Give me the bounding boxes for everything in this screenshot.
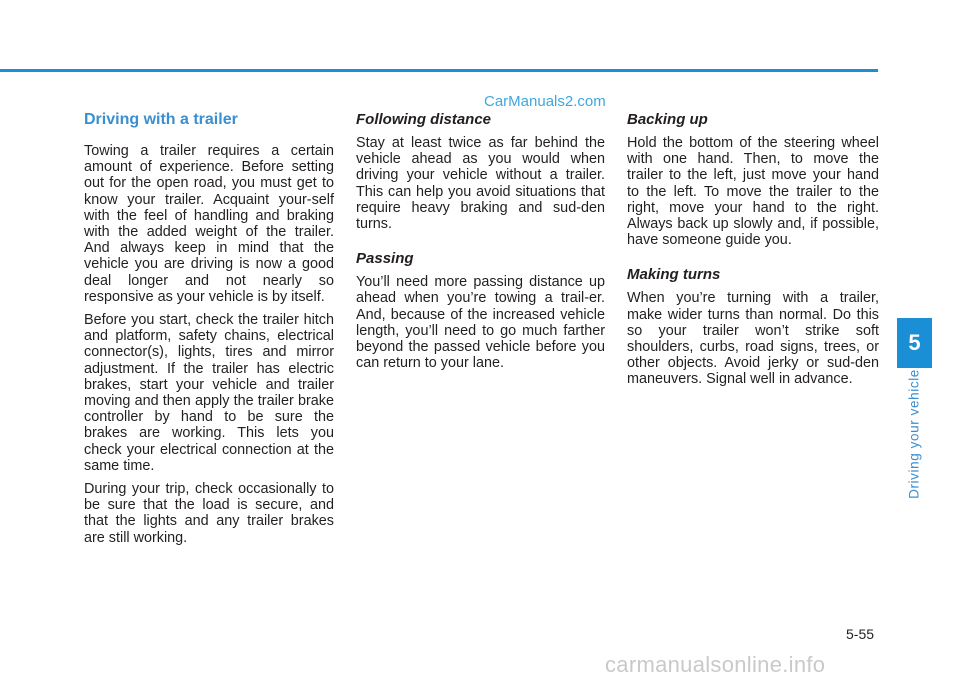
column-left xyxy=(84,110,334,553)
column-middle xyxy=(356,110,605,378)
header-rule xyxy=(0,69,878,72)
paragraph-passing: You’ll need more passing distance up ahead when you’re towing a trail-er. And, because of the increased vehicle length, you’ll need to go much farther beyond the passed vehicle before you can return to your lane. xyxy=(356,274,605,372)
watermark-carmanualsonline[interactable]: carmanualsonline.info xyxy=(605,652,826,677)
chapter-number-tab: 5 xyxy=(897,318,932,368)
watermark-carmanuals2[interactable]: CarManuals2.com xyxy=(484,93,606,110)
paragraph-following-distance: Stay at least twice as far behind the vehicle ahead as you would when driving your vehicle without a trailer. This can help you avoid situations that require heavy braking and sud-den turns. xyxy=(356,135,605,233)
section-title-driving-with-trailer: Driving with a trailer xyxy=(84,111,238,128)
paragraph-backing-up: Hold the bottom of the steering wheel with one hand. Then, to move the trailer to the left, just move your hand to the left. To move the trailer to the right, move your hand to the right. Always back up slowly and, if possible, have someone guide you. xyxy=(627,135,879,249)
paragraph-during-trip: During your trip, check occasionally to be sure that the load is secure, and that the lights and any trailer brakes are still working. xyxy=(84,481,334,546)
column-right xyxy=(627,110,879,395)
paragraph-towing-experience: Towing a trailer requires a certain amount of experience. Before setting out for the open road, you must get to know your trailer. Acquaint your-self with the feel of handling and braking with the added weight of the trailer. And always keep in mind that the vehicle you are driving is now a good deal longer and not nearly so responsive as your vehicle is by itself. xyxy=(84,143,334,305)
paragraph-making-turns: When you’re turning with a trailer, make wider turns than normal. Do this so your trailer won’t strike soft shoulders, curbs, road signs, trees, or other objects. Avoid jerky or sud-den maneuvers. Signal well in advance. xyxy=(627,290,879,388)
paragraph-before-you-start: Before you start, check the trailer hitch and platform, safety chains, electrical connector(s), lights, tires and mirror adjustment. If the trailer has electric brakes, start your vehicle and trailer moving and then apply the trailer brake controller by hand to be sure the brakes are working. This lets you check your electrical connection at the same time. xyxy=(84,312,334,474)
subheading-making-turns: Making turns xyxy=(627,266,721,284)
chapter-side-label: Driving your vehicle xyxy=(906,369,922,499)
page-number: 5-55 xyxy=(846,626,875,642)
subheading-following-distance: Following distance xyxy=(356,111,492,128)
subheading-passing: Passing xyxy=(356,250,414,268)
subheading-backing-up: Backing up xyxy=(627,111,708,128)
